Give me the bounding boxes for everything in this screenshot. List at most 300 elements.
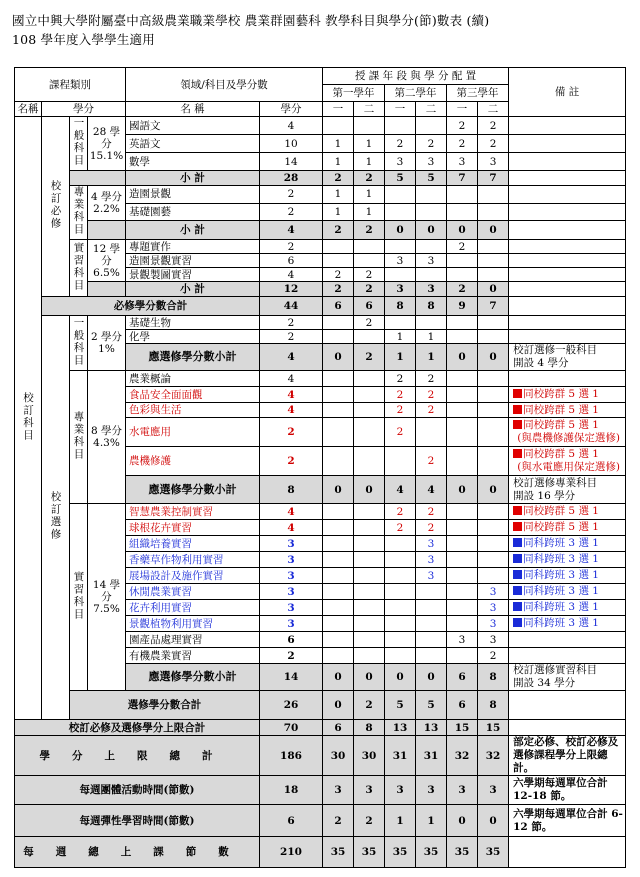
table-row bbox=[15, 805, 626, 837]
semester-credit bbox=[354, 316, 385, 330]
semester-credit bbox=[385, 221, 416, 240]
subject-name-text: 展場設計及施作實習 bbox=[129, 569, 224, 582]
semester-credit bbox=[447, 330, 478, 344]
general-label bbox=[70, 117, 88, 171]
semester-credit bbox=[323, 403, 354, 418]
semester-credit bbox=[478, 616, 509, 632]
remark-cell bbox=[509, 282, 626, 297]
semester-credit bbox=[323, 330, 354, 344]
remark-cell bbox=[509, 447, 626, 476]
subject-credit bbox=[260, 330, 323, 344]
semester-credit bbox=[323, 268, 354, 282]
header-remark-text: 備 註 bbox=[554, 86, 580, 98]
semester-credit bbox=[416, 616, 447, 632]
semester-credit-text: 2 bbox=[365, 699, 373, 711]
subject-credit bbox=[260, 616, 323, 632]
semester-credit-text: 31 bbox=[423, 749, 439, 762]
semester-credit bbox=[447, 117, 478, 135]
semester-credit-text: 2 bbox=[365, 172, 373, 184]
professional-label bbox=[70, 371, 88, 504]
subject-credit bbox=[260, 520, 323, 536]
subject-name-text: 國語文 bbox=[129, 119, 161, 132]
subject-credit-text: 2 bbox=[287, 649, 295, 662]
semester-credit bbox=[354, 330, 385, 344]
remark-text: 同校跨群 5 選 1 bbox=[523, 521, 599, 533]
semester-credit bbox=[447, 837, 478, 868]
semester-credit bbox=[447, 316, 478, 330]
weekly-total bbox=[260, 837, 323, 868]
semester-credit bbox=[323, 153, 354, 171]
semester-credit bbox=[416, 282, 447, 297]
semester-credit bbox=[385, 584, 416, 600]
table-row bbox=[15, 186, 626, 204]
semester-credit-text: 2 bbox=[365, 224, 373, 237]
remark-cell bbox=[509, 316, 626, 330]
semester-credit-text: 35 bbox=[485, 846, 501, 858]
remark-cell bbox=[509, 403, 626, 418]
semester-credit-text: 5 bbox=[427, 699, 435, 711]
semester-credit-text: 3 bbox=[396, 784, 404, 796]
subject-credit-text: 4 bbox=[287, 404, 295, 416]
subject-credit-text: 4 bbox=[287, 119, 295, 132]
semester-credit bbox=[478, 600, 509, 616]
semester-credit bbox=[323, 221, 354, 240]
semester-credit bbox=[385, 552, 416, 568]
remark-cell bbox=[509, 344, 626, 371]
semester-credit-text: 3 bbox=[427, 537, 435, 550]
semester-credit bbox=[478, 171, 509, 186]
subtotal-credit bbox=[260, 282, 323, 297]
semester-credit bbox=[354, 186, 385, 204]
semester-credit bbox=[323, 344, 354, 371]
semester-credit bbox=[323, 254, 354, 268]
semester-credit bbox=[385, 117, 416, 135]
subtotal-label-text: 小 計 bbox=[180, 283, 205, 295]
semester-credit bbox=[354, 568, 385, 584]
subject-name bbox=[126, 135, 260, 153]
semester-credit-text: 9 bbox=[458, 300, 466, 312]
semester-credit bbox=[354, 776, 385, 805]
remark-cell bbox=[509, 568, 626, 584]
semester-credit bbox=[447, 616, 478, 632]
credit-pct-text: 4 學分 2.2% bbox=[90, 191, 123, 216]
semester-credit bbox=[447, 736, 478, 776]
remark-cell bbox=[509, 691, 626, 720]
credit-limit-total-label bbox=[15, 736, 260, 776]
semester-credit bbox=[416, 736, 447, 776]
semester-credit-text: 1 bbox=[365, 188, 373, 201]
group-activity-total-text: 18 bbox=[283, 784, 299, 796]
remark-cell bbox=[509, 387, 626, 403]
semester-credit-text: 7 bbox=[489, 300, 497, 312]
semester-credit-text: 1 bbox=[334, 188, 342, 201]
semester-credit bbox=[323, 616, 354, 632]
subject-name bbox=[126, 371, 260, 387]
subject-credit-text: 2 bbox=[287, 240, 295, 253]
semester-credit-text: 32 bbox=[485, 749, 501, 762]
remark-cell bbox=[509, 616, 626, 632]
semester-credit-text: 0 bbox=[458, 351, 466, 363]
general-label-text: 一般科目 bbox=[72, 316, 85, 367]
semester-credit-text: 2 bbox=[489, 649, 497, 662]
subject-credit bbox=[260, 504, 323, 520]
remark-cell bbox=[509, 330, 626, 344]
semester-credit-text: 2 bbox=[489, 119, 497, 132]
semester-credit-text: 1 bbox=[396, 351, 404, 363]
subject-credit bbox=[260, 447, 323, 476]
semester-credit bbox=[354, 691, 385, 720]
semester-credit bbox=[416, 316, 447, 330]
semester-credit-text: 2 bbox=[334, 224, 342, 237]
semester-credit-text: 3 bbox=[489, 155, 497, 168]
remark-cell bbox=[509, 203, 626, 221]
semester-credit bbox=[323, 536, 354, 552]
subject-name bbox=[126, 520, 260, 536]
remark-cell bbox=[509, 648, 626, 664]
semester-credit-text: 35 bbox=[361, 846, 377, 858]
semester-credit bbox=[478, 805, 509, 837]
semester-credit-text: 2 bbox=[396, 404, 404, 416]
subtotal-label-text: 小 計 bbox=[180, 172, 205, 184]
professional-label bbox=[70, 186, 88, 240]
semester-credit bbox=[354, 447, 385, 476]
remark-text: 同校跨群 5 選 1 bbox=[523, 403, 599, 416]
subject-credit bbox=[260, 203, 323, 221]
table-row bbox=[15, 776, 626, 805]
semester-credit bbox=[323, 664, 354, 691]
semester-credit bbox=[354, 135, 385, 153]
semester-credit bbox=[447, 297, 478, 316]
header-semester1 bbox=[323, 102, 354, 117]
credit-pct-text: 12 學分 6.5% bbox=[92, 242, 121, 279]
elective-subtotal-credit-text: 4 bbox=[287, 351, 295, 363]
header-remark bbox=[509, 68, 626, 117]
subject-credit-text: 2 bbox=[287, 455, 295, 467]
credit-pct-text: 2 學分 1% bbox=[90, 331, 123, 355]
remark-cell bbox=[509, 268, 626, 282]
semester-credit-text: 0 bbox=[489, 283, 497, 295]
subject-credit-text: 2 bbox=[287, 316, 295, 329]
semester-credit-text: 1 bbox=[365, 155, 373, 168]
semester-credit bbox=[354, 387, 385, 403]
semester-credit-text: 30 bbox=[361, 749, 377, 762]
credit-pct bbox=[88, 186, 126, 221]
semester-credit bbox=[447, 720, 478, 736]
semester-credit bbox=[385, 447, 416, 476]
semester-credit bbox=[354, 520, 385, 536]
semester-credit bbox=[354, 240, 385, 254]
remark-cell bbox=[509, 664, 626, 691]
semester-credit bbox=[447, 153, 478, 171]
subject-name bbox=[126, 186, 260, 204]
header-semester2 bbox=[416, 102, 447, 117]
semester-credit bbox=[478, 282, 509, 297]
flexible-learning-label-text: 每週彈性學習時間(節數) bbox=[79, 814, 195, 827]
semester-credit-text: 1 bbox=[365, 205, 373, 218]
semester-credit bbox=[354, 504, 385, 520]
semester-credit bbox=[354, 268, 385, 282]
semester-credit-text: 3 bbox=[396, 155, 404, 168]
semester-credit bbox=[478, 203, 509, 221]
semester-credit bbox=[385, 632, 416, 648]
semester-credit-text: 2 bbox=[365, 814, 373, 827]
header-year1 bbox=[323, 85, 385, 102]
semester-credit bbox=[416, 837, 447, 868]
credit-limit-total-text: 186 bbox=[280, 749, 302, 762]
semester-credit-text: 3 bbox=[489, 601, 497, 614]
semester-credit-text: 1 bbox=[365, 137, 373, 150]
semester-credit-text: 3 bbox=[489, 585, 497, 598]
remark-text: 同校跨群 5 選 1 bbox=[523, 505, 599, 517]
semester-credit bbox=[385, 536, 416, 552]
subject-name-text: 英語文 bbox=[129, 137, 161, 150]
semester-credit bbox=[447, 240, 478, 254]
elective-subtotal-label bbox=[126, 664, 260, 691]
color-marker-icon bbox=[513, 405, 522, 414]
combined-limit-label bbox=[15, 720, 260, 736]
remark-text: 同校跨群 5 選 1 bbox=[523, 448, 599, 460]
semester-credit bbox=[478, 371, 509, 387]
semester-credit-text: 4 bbox=[427, 483, 435, 496]
semester-credit bbox=[385, 520, 416, 536]
semester-credit-text: 6 bbox=[334, 300, 342, 312]
semester-credit bbox=[354, 403, 385, 418]
elective-label bbox=[42, 316, 70, 720]
semester-credit-text: 2 bbox=[396, 372, 404, 385]
semester-credit-text: 5 bbox=[396, 699, 404, 711]
semester-credit bbox=[416, 297, 447, 316]
elective-subtotal-credit bbox=[260, 344, 323, 371]
semester-credit bbox=[323, 203, 354, 221]
semester-credit-text: 6 bbox=[365, 300, 373, 312]
elective-subtotal-label-text: 應選修學分數小計 bbox=[148, 670, 237, 683]
header-semester1 bbox=[447, 102, 478, 117]
weekly-total-text: 210 bbox=[280, 846, 302, 858]
subject-name-text: 組織培養實習 bbox=[129, 537, 192, 550]
semester-credit bbox=[385, 504, 416, 520]
semester-credit-text: 3 bbox=[365, 784, 373, 796]
semester-credit-text: 3 bbox=[458, 633, 466, 646]
semester-credit-text: 35 bbox=[454, 846, 470, 858]
header-semester1-text: 一 bbox=[332, 103, 344, 115]
semester-credit-text: 2 bbox=[365, 268, 373, 281]
group-activity-total bbox=[260, 776, 323, 805]
semester-credit bbox=[385, 371, 416, 387]
subject-name bbox=[126, 330, 260, 344]
subtotal-credit-text: 28 bbox=[283, 172, 299, 184]
remark-cell bbox=[509, 720, 626, 736]
semester-credit-text: 8 bbox=[489, 699, 497, 711]
flexible-learning-label bbox=[15, 805, 260, 837]
semester-credit-text: 0 bbox=[458, 224, 466, 237]
semester-credit bbox=[447, 600, 478, 616]
semester-credit bbox=[478, 117, 509, 135]
header-subject-text: 名 稱 bbox=[180, 103, 205, 115]
semester-credit-text: 2 bbox=[365, 316, 373, 329]
semester-credit bbox=[354, 203, 385, 221]
header-credits bbox=[260, 102, 323, 117]
weekly-total-label-text: 每週總上課節數 bbox=[23, 846, 251, 858]
semester-credit bbox=[447, 536, 478, 552]
subject-name bbox=[126, 418, 260, 447]
semester-credit bbox=[385, 387, 416, 403]
required-label bbox=[42, 117, 70, 297]
practical-label-text: 實習科目 bbox=[72, 570, 85, 621]
weekly-total-label bbox=[15, 837, 260, 868]
semester-credit bbox=[447, 171, 478, 186]
semester-credit bbox=[447, 568, 478, 584]
semester-credit bbox=[478, 648, 509, 664]
semester-credit bbox=[385, 254, 416, 268]
semester-credit bbox=[416, 171, 447, 186]
subject-credit bbox=[260, 186, 323, 204]
semester-credit-text: 0 bbox=[396, 224, 404, 237]
spacer bbox=[88, 282, 126, 297]
semester-credit bbox=[416, 344, 447, 371]
remark-text: 同科跨班 3 選 1 bbox=[523, 617, 599, 629]
header-semester2 bbox=[478, 102, 509, 117]
semester-credit bbox=[478, 736, 509, 776]
color-marker-icon bbox=[513, 554, 522, 563]
table-row bbox=[15, 371, 626, 387]
credit-pct-text: 14 學分 7.5% bbox=[92, 579, 121, 615]
subject-name-text: 有機農業實習 bbox=[129, 649, 192, 662]
semester-credit-text: 3 bbox=[427, 569, 435, 582]
header-credit bbox=[42, 102, 126, 117]
subject-credit bbox=[260, 135, 323, 153]
semester-credit bbox=[416, 584, 447, 600]
semester-credit bbox=[323, 720, 354, 736]
semester-credit bbox=[323, 240, 354, 254]
subject-name-text: 化學 bbox=[129, 330, 150, 343]
remark-cell bbox=[509, 418, 626, 447]
table-row bbox=[15, 117, 626, 135]
semester-credit bbox=[323, 316, 354, 330]
semester-credit bbox=[416, 520, 447, 536]
header-year3-text: 第三學年 bbox=[456, 87, 499, 99]
remark-cell bbox=[509, 117, 626, 135]
credit-limit-total bbox=[260, 736, 323, 776]
semester-credit bbox=[385, 403, 416, 418]
semester-credit bbox=[447, 632, 478, 648]
remark-subtext: (與農機修護保定選修) bbox=[517, 432, 620, 444]
semester-credit bbox=[447, 691, 478, 720]
semester-credit bbox=[478, 268, 509, 282]
title-line1: 國立中興大學附屬臺中高級農業職業學校 農業群園藝科 教學科目與學分(節)數表 (續) bbox=[12, 13, 490, 28]
header-subject bbox=[126, 102, 260, 117]
semester-credit-text: 0 bbox=[489, 224, 497, 237]
remark-cell bbox=[509, 552, 626, 568]
semester-credit bbox=[447, 504, 478, 520]
semester-credit bbox=[385, 476, 416, 504]
subject-credit-text: 4 bbox=[287, 268, 295, 281]
semester-credit bbox=[385, 600, 416, 616]
color-marker-icon bbox=[513, 449, 522, 458]
semester-credit-text: 3 bbox=[489, 784, 497, 796]
semester-credit bbox=[416, 117, 447, 135]
semester-credit bbox=[447, 254, 478, 268]
semester-credit bbox=[323, 568, 354, 584]
credit-pct bbox=[88, 240, 126, 282]
semester-credit bbox=[478, 254, 509, 268]
semester-credit bbox=[385, 736, 416, 776]
semester-credit bbox=[447, 371, 478, 387]
semester-credit bbox=[354, 117, 385, 135]
remark-cell bbox=[509, 221, 626, 240]
semester-credit bbox=[447, 520, 478, 536]
semester-credit-text: 0 bbox=[334, 351, 342, 363]
remark-text: 校訂選修一般科目 開設 4 學分 bbox=[513, 344, 598, 369]
semester-credit bbox=[416, 221, 447, 240]
table-row bbox=[15, 221, 626, 240]
semester-credit-text: 8 bbox=[427, 300, 435, 312]
semester-credit-text: 3 bbox=[458, 155, 466, 168]
semester-credit bbox=[323, 600, 354, 616]
semester-credit bbox=[323, 297, 354, 316]
subject-credit bbox=[260, 418, 323, 447]
subject-credit bbox=[260, 316, 323, 330]
subtotal-label bbox=[126, 282, 260, 297]
subject-name bbox=[126, 568, 260, 584]
remark-cell bbox=[509, 153, 626, 171]
subject-credit bbox=[260, 536, 323, 552]
semester-credit bbox=[385, 418, 416, 447]
semester-credit bbox=[416, 552, 447, 568]
subject-name-text: 花卉利用實習 bbox=[129, 601, 192, 614]
subject-credit-text: 14 bbox=[284, 155, 298, 168]
semester-credit-text: 6 bbox=[458, 699, 466, 711]
subtotal-credit bbox=[260, 171, 323, 186]
professional-label-text: 專業科目 bbox=[72, 186, 85, 236]
remark-cell bbox=[509, 254, 626, 268]
remark-cell bbox=[509, 805, 626, 837]
semester-credit bbox=[385, 316, 416, 330]
remark-text: 同科跨班 3 選 1 bbox=[523, 537, 599, 549]
subject-name bbox=[126, 616, 260, 632]
semester-credit-text: 7 bbox=[458, 172, 466, 184]
semester-credit-text: 1 bbox=[334, 137, 342, 150]
elective-subtotal-label bbox=[126, 344, 260, 371]
semester-credit bbox=[447, 282, 478, 297]
semester-credit-text: 0 bbox=[489, 483, 497, 496]
subject-credit bbox=[260, 403, 323, 418]
subject-credit-text: 10 bbox=[284, 137, 298, 150]
color-marker-icon bbox=[513, 570, 522, 579]
semester-credit bbox=[447, 776, 478, 805]
table-row bbox=[15, 171, 626, 186]
header-semester1-text: 一 bbox=[456, 103, 468, 115]
semester-credit bbox=[478, 330, 509, 344]
subject-credit-text: 4 bbox=[287, 521, 295, 534]
semester-credit bbox=[416, 476, 447, 504]
semester-credit bbox=[478, 344, 509, 371]
semester-credit-text: 2 bbox=[458, 137, 466, 150]
semester-credit bbox=[478, 135, 509, 153]
color-marker-icon bbox=[513, 538, 522, 547]
semester-credit bbox=[354, 221, 385, 240]
subject-credit bbox=[260, 371, 323, 387]
semester-credit-text: 2 bbox=[334, 814, 342, 827]
combined-limit-label-text: 校訂必修及選修學分上限合計 bbox=[68, 721, 206, 734]
practical-label bbox=[70, 504, 88, 691]
group-activity-label-text: 每週團體活動時間(節數) bbox=[79, 784, 195, 796]
semester-credit-text: 13 bbox=[392, 721, 408, 734]
remark-text: 六學期每週單位合計 6-12 節。 bbox=[513, 807, 623, 833]
spacer bbox=[70, 171, 126, 186]
subtotal-credit-text: 4 bbox=[287, 224, 295, 237]
subject-credit-text: 4 bbox=[287, 372, 295, 385]
semester-credit-text: 5 bbox=[427, 172, 435, 184]
